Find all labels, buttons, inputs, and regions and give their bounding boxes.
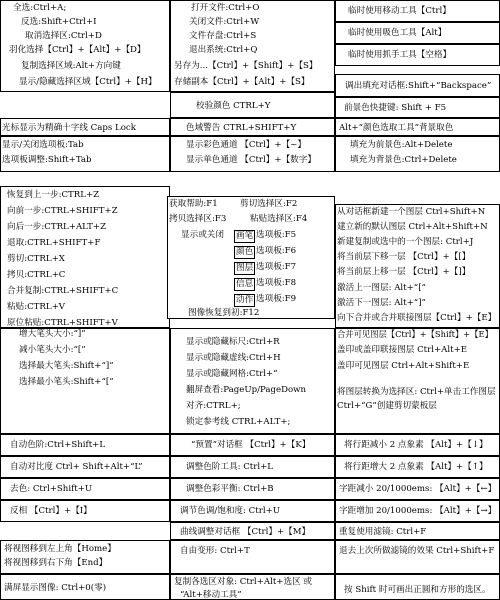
shortcut-line: 复制各选区对象: Ctrl+Alt+选区 或 <box>174 577 312 587</box>
shortcut-line: “预置”对话框 【Ctrl】+【K】 <box>191 440 311 450</box>
shortcut-line: 反相 【Ctrl】+【I】 <box>10 506 92 516</box>
shortcut-line: 激活下一图层: Alt+“]” <box>337 298 426 308</box>
shortcut-line: 选项板:F5 <box>256 230 297 240</box>
shortcut-line: 自由变形: Ctrl+T <box>180 546 250 556</box>
shortcut-line: 从对话框新建一个图层 Ctrl+Shift+N <box>337 207 486 217</box>
shortcut-cell-r7a <box>0 434 170 456</box>
shortcut-line: 盖印可见图层 Ctrl+Alt+Shift+E <box>337 361 470 371</box>
shortcut-line: 恢复到上一步:CTRL+Z <box>7 190 100 200</box>
shortcut-line: Alt+“颜色选取工具”背景取色 <box>339 123 454 133</box>
shortcut-line: 字距增加 20/1000ems: 【Alt】+【→】 <box>339 506 497 516</box>
shortcut-cell-r8b <box>170 456 335 478</box>
shortcut-line: 原位粘贴:CTRL+SHIFT+V <box>7 318 118 328</box>
shortcut-line: 选项板:F6 <box>256 246 297 256</box>
shortcut-line: 新建复制或选中的一个图层: Ctrl+J <box>337 237 474 247</box>
shortcut-cell-r1c2 <box>170 0 335 92</box>
shortcut-line: 合并复制:CTRL+SHIFT+C <box>7 286 119 296</box>
shortcut-line: 满屏显示图像: Ctrl+0(零) <box>4 583 107 593</box>
shortcut-line: 选项板:F8 <box>256 278 297 288</box>
shortcut-line: 图层 <box>236 263 254 273</box>
shortcut-cell-r12c <box>335 540 500 574</box>
shortcut-line: 增大笔头大小:“]” <box>19 329 86 339</box>
shortcut-line: 填充为背景色:Ctrl+Delete <box>350 155 457 165</box>
shortcut-line: 临时使用抓手工具【空格】 <box>348 50 452 60</box>
shortcut-cell-r6c2 <box>170 328 335 434</box>
shortcut-cell-r8c <box>335 456 500 478</box>
shortcut-line: 临时使用吸色工具【Alt】 <box>348 28 447 38</box>
shortcut-line: 将视图移到右下角【End】 <box>4 558 108 568</box>
shortcut-cell-r1c3a <box>335 0 500 22</box>
shortcut-line: 选项板:F9 <box>256 294 297 304</box>
shortcut-line: 向前一步:CTRL+SHIFT+Z <box>7 206 118 216</box>
shortcut-line: 锁定参考线 CTRL+ALT+; <box>186 417 291 427</box>
shortcut-line: 自动色阶:Ctrl+Shift+L <box>10 440 106 450</box>
shortcut-line: 另存为...【Ctrl】+【Shift】+【S】 <box>174 61 318 71</box>
shortcut-line: 合并可见图层【Ctrl】+【Shift】+【E】 <box>337 329 493 339</box>
shortcut-cell-r6c1 <box>0 328 170 434</box>
shortcut-cell-r9c <box>335 478 500 500</box>
shortcut-cell-r7c <box>335 434 500 456</box>
shortcut-cell-r5c1 <box>0 186 170 328</box>
shortcut-line: 向后一步:CTRL+ALT+Z <box>7 222 107 232</box>
shortcut-cell-r9b <box>170 478 335 500</box>
shortcut-line: 显示/关闭选项板:Tab <box>2 140 84 150</box>
shortcut-line: 信息 <box>236 279 254 289</box>
shortcut-cell-r13c <box>335 574 500 600</box>
shortcut-line: 选择最小笔头:Shift+“[” <box>19 377 114 387</box>
shortcut-line: 画笔 <box>236 231 254 241</box>
shortcut-line: 向下合并或合并联接图层【Ctrl】+【E】 <box>337 313 497 323</box>
shortcut-cell-r3c1 <box>0 118 170 136</box>
shortcut-cell-r12b <box>170 540 335 574</box>
shortcut-cell-r4c1 <box>0 136 170 172</box>
shortcut-line: 去色: Ctrl+Shift+U <box>10 484 93 494</box>
shortcut-cell-r5c3 <box>335 204 500 328</box>
shortcut-cell-r13a <box>0 574 170 600</box>
shortcut-cell-r7b <box>170 434 335 456</box>
shortcut-line: 曲线调整对话框 【Ctrl】+【M】 <box>180 527 311 537</box>
shortcut-line: 调整色彩平衡: Ctrl+B <box>186 484 274 494</box>
shortcut-cell-r12a <box>0 540 170 574</box>
shortcut-line: “Alt+移动工具” <box>180 590 242 600</box>
shortcut-line: 将行距增大 2 点象素 【Alt】+【↑】 <box>344 462 488 472</box>
shortcut-cell-r1c1 <box>0 0 170 92</box>
shortcut-line: 选择最大笔头:Shift+“]” <box>19 361 114 371</box>
shortcut-line: 粘贴:CTRL+V <box>7 302 65 312</box>
shortcut-line: 剪切:CTRL+X <box>7 254 65 264</box>
shortcut-line: 将行距减小 2 点象素 【Alt】+【↓】 <box>344 440 488 450</box>
shortcut-line: 减小笔头大小:“[” <box>19 345 86 355</box>
shortcut-cell-r10a <box>0 500 170 522</box>
shortcut-line: 前景色快捷键: Shift + F5 <box>344 103 447 113</box>
shortcut-line: 光标显示为精确十字线 Caps Lock <box>2 123 136 133</box>
shortcut-line: 全选:Ctrl+A; <box>13 3 67 13</box>
shortcut-line: 图像恢复到初:F12 <box>188 308 260 318</box>
shortcut-line: 将视图移到左上角【Home】 <box>4 544 116 554</box>
shortcut-line: 填充为前景色:Alt+Delete <box>350 140 453 150</box>
shortcut-cell-r4c2 <box>170 136 335 172</box>
shortcut-line: 羽化选择【Ctrl】+【Alt】+【D】 <box>9 45 146 55</box>
shortcut-line: 反选:Shift+Ctrl+I <box>21 17 97 27</box>
shortcut-line: 显示或隐藏标尺:Ctrl+R <box>186 337 280 347</box>
shortcut-line: 颜色 <box>236 247 254 257</box>
shortcut-cell-r3c3 <box>335 118 500 136</box>
shortcut-line: 显示单色通道 【Ctrl】+【数字】 <box>186 155 316 165</box>
shortcut-line: 动作 <box>236 295 254 305</box>
shortcut-line: 重复使用滤镜: Ctrl+F <box>339 527 427 537</box>
shortcut-line: 打开文件:Ctrl+O <box>191 3 260 13</box>
shortcut-line: 盖印或盖印联接图层 Ctrl+Alt+E <box>337 345 468 355</box>
shortcut-line: 自动对比度 Ctrl+ Shift+Alt+“L” <box>10 462 143 472</box>
shortcut-cell-r3c2 <box>170 118 335 136</box>
shortcut-line: 存储副本【Ctrl】+【Alt】+【S】 <box>174 77 310 87</box>
shortcut-line: 退出系统:Ctrl+Q <box>189 45 258 55</box>
shortcut-cell-r13b <box>170 574 335 600</box>
shortcut-cell-r8a <box>0 456 170 478</box>
shortcut-line: 拷贝:CTRL+C <box>7 270 66 280</box>
shortcut-line: 退取:CTRL+SHIFT+F <box>7 238 101 248</box>
shortcut-cell-r2c23 <box>170 92 335 118</box>
shortcut-line: 按 Shift 时可画出正圆和方形的选区。 <box>344 585 491 595</box>
shortcut-cell-r10c <box>335 500 500 522</box>
shortcut-line: 复制选择区域:Alt+方向键 <box>21 61 121 71</box>
shortcut-line: 选项板调整:Shift+Tab <box>2 155 92 165</box>
shortcut-line: 字距减小 20/1000ems: 【Alt】+【←】 <box>339 484 497 494</box>
shortcut-line: 拷贝选择区:F3 <box>169 214 227 224</box>
shortcut-line: 调节色调/饱和度: Ctrl+U <box>180 506 281 516</box>
shortcut-line: 调出填充对话框:Shift+“Backspace” <box>345 81 492 91</box>
shortcut-cell-r11b <box>170 522 335 540</box>
shortcut-cell-r1c3d <box>335 74 500 97</box>
shortcut-line: 取消选择区:Ctrl+D <box>25 31 102 41</box>
shortcut-line: 显示/隐藏选择区域【Ctrl】+【H】 <box>19 77 157 87</box>
shortcut-cell-r2c4 <box>335 97 500 118</box>
shortcut-line: 翻屏查看:PageUp/PageDown <box>186 385 307 395</box>
shortcut-cell-r6c3 <box>335 328 500 434</box>
shortcut-cell-r11c <box>335 522 500 540</box>
shortcut-line: 获取帮助:F1 <box>169 199 218 209</box>
shortcut-line: 建立新的默认图层 Ctrl+Alt+Shift+N <box>337 222 488 232</box>
shortcut-line: Ctrl+“G”创建剪切蒙板层 <box>337 401 437 411</box>
shortcut-line: 退去上次所做滤镜的效果 Ctrl+Shift+F <box>339 546 495 556</box>
shortcut-cell-r1c3c <box>335 44 500 66</box>
shortcut-line: 关闭文件:Ctrl+W <box>189 17 260 27</box>
shortcut-cell-r1c3b <box>335 22 500 44</box>
shortcut-line: 文件存盘:Ctrl+S <box>189 31 257 41</box>
shortcut-line: 剪切选择区:F2 <box>240 199 298 209</box>
shortcut-line: 将图层转换为选择区: Ctrl+单击工作图层 <box>337 387 496 397</box>
shortcut-line: 显示彩色通道 【Ctrl】+【~】 <box>186 140 306 150</box>
shortcut-line: 显示或关闭 <box>181 230 224 240</box>
shortcut-line: 将当前层下移一层 【Ctrl】+【[】 <box>337 252 471 262</box>
shortcut-line: 粘贴选择区:F4 <box>250 214 308 224</box>
shortcut-line: 调整色阶工具: Ctrl+L <box>186 462 273 472</box>
shortcut-cell-r9a <box>0 478 170 500</box>
shortcut-line: 临时使用移动工具【Ctrl】 <box>348 6 451 16</box>
shortcut-line: 激活上一图层: Alt+“[” <box>337 283 426 293</box>
shortcut-line: 显示或隐藏网格:Ctrl+“ <box>186 369 278 379</box>
shortcut-line: 显示或隐藏虚线:Ctrl+H <box>186 353 281 363</box>
shortcut-line: 对齐:CTRL+; <box>186 401 241 411</box>
shortcut-line: 色域警告 CTRL+SHIFT+Y <box>186 123 297 133</box>
shortcut-line: 将当前层上移一层 【Ctrl】+【]】 <box>337 267 471 277</box>
shortcut-line: 校验颜色 CTRL+Y <box>196 101 271 111</box>
shortcut-cell-r4c3 <box>335 136 500 172</box>
shortcut-line: 选项板:F7 <box>256 262 297 272</box>
shortcut-cell-r10b <box>170 500 335 522</box>
shortcut-cell-r5c2 <box>167 196 335 319</box>
